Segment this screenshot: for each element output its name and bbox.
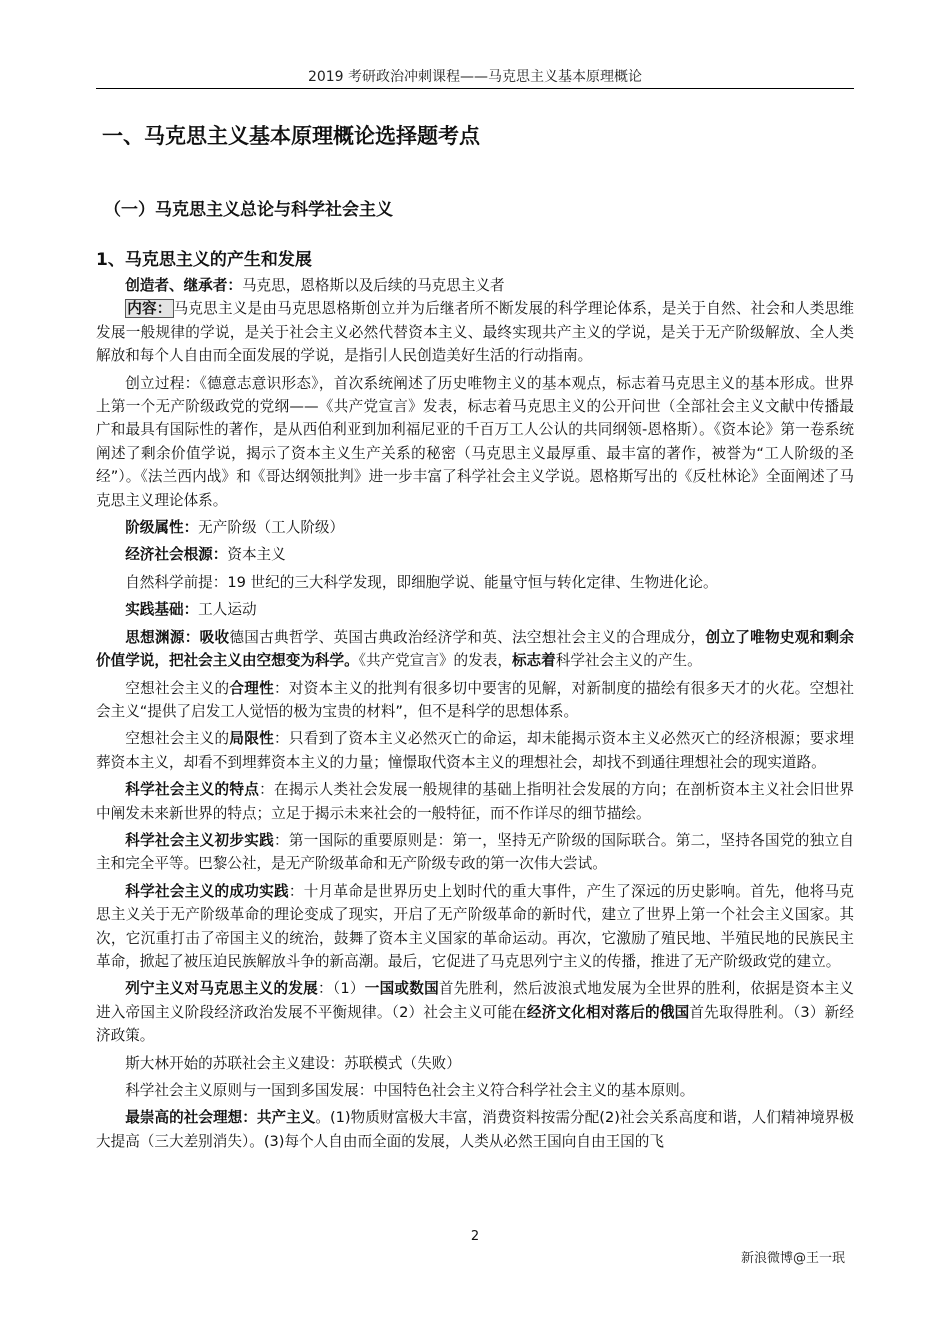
paragraph-initial-practice: [96, 829, 854, 876]
text-leninism-1: ：（1）: [318, 980, 365, 998]
text-creators: 马克思，恩格斯以及后续的马克思主义者: [241, 277, 505, 294]
bold-sources-2: 标志着: [511, 652, 556, 670]
topic-heading: 1、马克思主义的产生和发展: [96, 250, 312, 270]
bold-sources-1: 创立了唯物史观和剩余价值学说，把社会主义由空想变为科学。: [96, 628, 854, 670]
document-body: [96, 120, 854, 1153]
label-highest-ideal: 最崇高的社会理想：共产主义: [125, 1109, 316, 1127]
label-successful-practice: 科学社会主义的成功实践: [125, 882, 289, 900]
running-header: 2019 考研政治冲刺课程——马克思主义基本原理概论: [307, 69, 643, 85]
text-sources-2: 《共产党宣言》的发表，: [358, 652, 512, 670]
text-initial-practice: ：第一国际的重要原则是：第一，坚持无产阶级的国际联合。第二，坚持各国党的独立自主和完全平等。巴黎公社，是无产阶级革命和无产阶级专政的第一次伟大尝试。: [96, 831, 854, 873]
paragraph-utopian-rationality: [96, 677, 854, 724]
paragraph-scientific-features: [96, 778, 854, 825]
label-initial-practice: 科学社会主义初步实践: [125, 831, 274, 849]
paragraph-intellectual-sources: [96, 626, 854, 673]
paragraph-natural-science: 自然科学前提：19 世纪的三大科学发现，即细胞学说、能量守恒与转化定律、生物进化论。: [125, 573, 718, 591]
paragraph-successful-practice: [96, 880, 854, 974]
text-sources-3: 科学社会主义的产生。: [555, 652, 702, 670]
paragraph-creators: [96, 274, 854, 297]
text-successful-practice: ：十月革命是世界历史上划时代的重大事件，产生了深远的历史影响。首先，他将马克思主义关于无产阶级革命的理论变成了现实，开启了无产阶级革命的新时代，建立了世界上第一个社会主义国家。其次，它沉重打击了帝国主义的统治，鼓舞了资本主义国家的革命运动。再次，它激励了殖民地、半殖民地的民族民主革命，掀起了被压迫民族解放斗争的新高潮。最后，它促进了马克思列宁主义的传播，推进了无产阶级政党的建立。: [96, 882, 854, 970]
paragraph-utopian-limitations: [96, 727, 854, 774]
label-content-highlight: 内容：: [127, 300, 172, 318]
text-leninism-3: 首先取得胜利。（3）新经济政策。: [96, 1003, 854, 1045]
paragraph-highest-ideal: [96, 1106, 854, 1153]
label-leninism: 列宁主义对马克思主义的发展: [125, 980, 319, 998]
paragraph-founding-process: 创立过程：《德意志意识形态》，首次系统阐述了历史唯物主义的基本观点，标志着马克思主义的基本形成。世界上第一个无产阶级政党的党纲——《共产党宣言》发表，标志着马克思主义的公开问世（全部社会主义文献中传播最广和最具有国际性的著作，是从西伯利亚到加利福尼亚的千百万工人公认的共同纲领-恩格斯）。《资本论》第一卷系统阐述了剩余价值学说，揭示了资本主义生产关系的秘密（马克思主义最厚重、最丰富的著作，被誉为“工人阶级的圣经”）。《法兰西内战》和《哥达纲领批判》进一步丰富了科学社会主义学说。恩格斯写出的《反杜林论》全面阐述了马克思主义理论体系。: [96, 374, 854, 509]
page-number: 2: [470, 1229, 480, 1244]
label-rationality: 合理性: [229, 679, 274, 697]
text-leninism-2: 首先胜利，然后波浪式地发展为全世界的胜利，依据是资本主义进入帝国主义阶段经济政治发展不平衡规律。（2）社会主义可能在: [96, 980, 854, 1021]
paragraph-practice-basis: [96, 598, 854, 621]
paragraph-multi-country: 科学社会主义原则与一国到多国发展：中国特色社会主义符合科学社会主义的基本原则。: [125, 1082, 695, 1099]
text-limitations-pre: 空想社会主义的: [125, 730, 230, 748]
watermark: 新浪微博@王一珉: [741, 1251, 846, 1266]
text-class-attribute: 无产阶级（工人阶级）: [198, 519, 345, 537]
paragraph-stalin-model: 斯大林开始的苏联社会主义建设：苏联模式（失败）: [125, 1054, 461, 1072]
subsection-heading: （一）马克思主义总论与科学社会主义: [104, 200, 393, 220]
text-sources-1: 德国古典哲学、英国古典政治经济学和英、法空想社会主义的合理成分，: [229, 628, 706, 646]
text-scientific-features: ：在揭示人类社会发展一般规律的基础上指明社会发展的方向；在剖析资本主义社会旧世界中阐发未来新世界的特点；立足于揭示未来社会的一般特征，而不作详尽的细节描绘。: [96, 781, 854, 822]
paragraph-economic-roots: [96, 543, 854, 566]
text-highest-ideal: 。(1)物质财富极大丰富，消费资料按需分配(2)社会关系高度和谐，人们精神境界极大提高（三大差别消失）。(3)每个人自由而全面的发展，人类从必然王国向自由王国的飞: [96, 1109, 854, 1150]
paragraph-class-attribute: [96, 516, 854, 539]
text-rationality: ：对资本主义的批判有很多切中要害的见解，对新制度的描绘有很多天才的火花。空想社会主义“提供了启发工人觉悟的极为宝贵的材料”，但不是科学的思想体系。: [96, 679, 854, 720]
paragraph-content: [96, 297, 854, 367]
text-economic-roots: 资本主义: [227, 546, 286, 564]
bold-leninism-2: 经济文化相对落后的俄国: [526, 1003, 690, 1021]
label-limitations: 局限性: [229, 730, 274, 748]
label-intellectual-sources: 思想渊源：吸收: [125, 628, 230, 646]
text-utopian-pre: 空想社会主义的: [125, 679, 230, 697]
bold-leninism-1: 一国或数国: [364, 980, 439, 998]
label-practice-basis: 实践基础：: [125, 601, 199, 619]
text-practice-basis: 工人运动: [198, 601, 257, 619]
label-scientific-features: 科学社会主义的特点: [125, 781, 260, 799]
label-economic-roots: 经济社会根源：: [125, 546, 228, 564]
label-creators: 创造者、继承者：: [125, 277, 242, 294]
text-limitations: ：只看到了资本主义必然灭亡的命运，却未能揭示资本主义必然灭亡的经济根源；要求埋葬资本主义，却看不到埋葬资本主义的力量；憧憬取代资本主义的理想社会，却找不到通往理想社会的现实道路。: [96, 730, 854, 771]
label-class-attribute: 阶级属性：: [125, 519, 199, 537]
header-rule: [96, 88, 854, 89]
text-content: 马克思主义是由马克思恩格斯创立并为后继者所不断发展的科学理论体系，是关于自然、社会和人类思维发展一般规律的学说，是关于社会主义必然代替资本主义、最终实现共产主义的学说，是关于无产阶级解放、全人类解放和每个人自由而全面发展的学说，是指引人民创造美好生活的行动指南。: [96, 300, 854, 365]
paragraph-leninism: [96, 977, 854, 1047]
section-heading: 一、马克思主义基本原理概论选择题考点: [102, 124, 480, 148]
